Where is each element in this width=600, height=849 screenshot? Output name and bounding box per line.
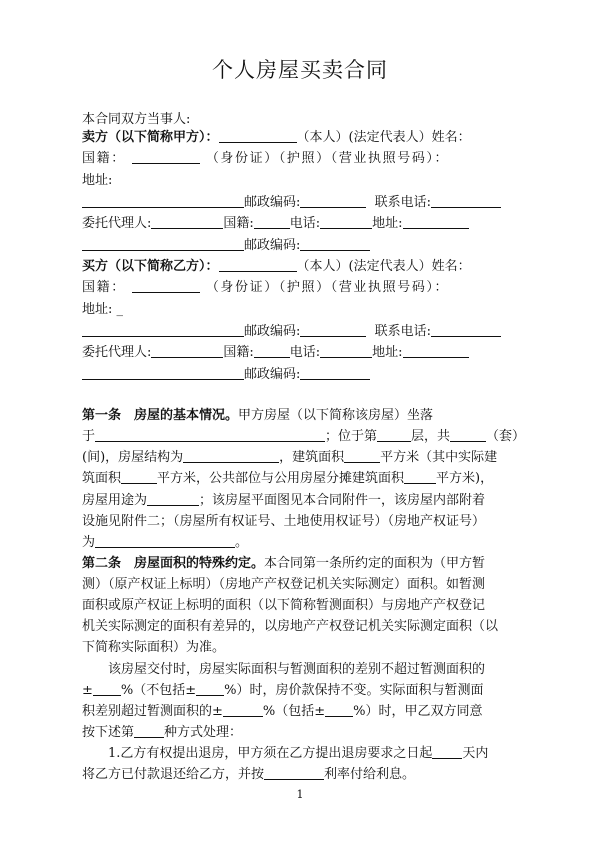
buyer-postcode-blank[interactable] — [300, 324, 366, 337]
article-1-l4-b: 平方米，公共部位与公用房屋分摊建筑面积 — [157, 471, 405, 486]
item-1-line-2 — [82, 767, 415, 783]
tolerance-blank-3[interactable] — [223, 704, 263, 717]
article-2-line-5: 下简称实际面积）为准。 — [82, 640, 226, 655]
article-2-line-2: 测）（原产权证上标明）（房地产产权登记机关实际测定）面积。如暂测 — [82, 577, 486, 592]
tolerance-blank-4[interactable] — [325, 704, 353, 717]
article-1-line-1 — [82, 408, 433, 424]
buyer-agent-postcode-line — [82, 367, 370, 383]
article-1-l5-a: 房屋用途为 — [82, 493, 148, 508]
article-1-l3-c: 平方米（其中实际建 — [380, 450, 498, 465]
seller-phone-label: 联系电话: — [374, 195, 432, 210]
article-2-para2-line-2 — [82, 683, 484, 699]
para2-l4-a: 按下述第 — [82, 725, 135, 740]
seller-nationality-label: 国籍： — [82, 151, 126, 166]
seller-nationality-blank[interactable] — [132, 151, 200, 164]
structure-blank[interactable] — [183, 450, 279, 463]
buyer-blank[interactable] — [219, 259, 297, 272]
seller-agent-postcode-line — [82, 238, 370, 254]
buyer-agent-phone-label: 电话: — [289, 345, 321, 360]
interest-rate-blank[interactable] — [264, 767, 324, 780]
floor-blank[interactable] — [377, 429, 411, 442]
para2-l3-c: %）时，甲乙双方同意 — [353, 704, 483, 719]
actual-area-blank[interactable] — [121, 471, 157, 484]
seller-tail: （本人）(法定代表人）姓名： — [296, 130, 471, 145]
parties-intro: 本合同双方当事人: — [82, 112, 191, 127]
buyer-agent-label: 委托代理人: — [82, 345, 152, 360]
seller-id-line — [82, 151, 449, 167]
tolerance-blank-1[interactable] — [93, 683, 121, 696]
item-1-l2-a: 将乙方已付款退还给乙方，并按 — [82, 767, 265, 782]
article-1-l2-b: ；位于第 — [325, 429, 378, 444]
seller-postcode-line — [82, 195, 501, 211]
article-1-l4-a: 筑面积 — [82, 471, 122, 486]
seller-agent-address-label: 地址: — [372, 216, 403, 231]
seller-phone-blank[interactable] — [431, 195, 501, 208]
seller-address-label: 地址: — [82, 173, 113, 188]
para2-l2-c: %）时，房价款保持不变。实际面积与暂测面 — [224, 683, 484, 698]
article-1-l2-c: 层，共 — [411, 429, 451, 444]
seller-address-blank[interactable] — [82, 195, 244, 208]
building-area-blank[interactable] — [344, 450, 380, 463]
buyer-nationality-label: 国籍： — [82, 280, 126, 295]
article-1-line-3 — [82, 450, 497, 466]
article-2-para2-line-1: 该房屋交付时，房屋实际面积与暂测面积的差别不超过暂测面积的 — [108, 662, 486, 677]
buyer-agent-line — [82, 345, 469, 361]
article-1-l7-b: 。 — [235, 535, 249, 550]
buyer-postcode-line — [82, 324, 501, 340]
seller-agent-nationality-label: 国籍: — [223, 216, 254, 231]
buyer-agent-nationality-label: 国籍: — [223, 345, 254, 360]
certificate-number-blank[interactable] — [95, 535, 235, 548]
seller-id-label: （身份证）（护照）（营业执照号码）： — [205, 151, 450, 166]
buyer-label: 买方（以下简称乙方）： — [82, 259, 219, 274]
buyer-line — [82, 259, 471, 275]
tolerance-blank-2[interactable] — [196, 683, 224, 696]
buyer-address-label: 地址: _ — [82, 302, 124, 317]
seller-agent-postcode-blank[interactable] — [300, 238, 370, 251]
item-1-l1-a: 1.乙方有权提出退房，甲方须在乙方提出退房要求之日起 — [108, 746, 433, 761]
location-blank[interactable] — [95, 429, 325, 442]
refund-days-blank[interactable] — [432, 746, 462, 759]
buyer-agent-address-blank[interactable] — [403, 345, 469, 358]
buyer-agent-phone-blank[interactable] — [320, 345, 372, 358]
seller-agent-address2-blank[interactable] — [82, 238, 244, 251]
article-1-l2-d: （套） — [486, 429, 526, 444]
article-2-para2-line-4 — [82, 725, 242, 741]
para2-l4-b: 种方式处理： — [164, 725, 243, 740]
seller-agent-address-blank[interactable] — [403, 216, 469, 229]
para2-l3-a: 积差别超过暂测面积的± — [82, 704, 223, 719]
seller-line — [82, 130, 471, 146]
page-title: 个人房屋买卖合同 — [212, 58, 388, 82]
article-1-line-6: 设施见附件二；（房屋所有权证号、土地使用权证号）（房地产权证号） — [82, 514, 486, 529]
article-1-text: 甲方房屋（以下简称该房屋）坐落 — [238, 408, 434, 423]
buyer-agent-blank[interactable] — [151, 345, 223, 358]
buyer-agent-address2-blank[interactable] — [82, 367, 244, 380]
article-2-text: 本合同第一条所约定的面积为（甲方暂 — [264, 556, 486, 571]
seller-postcode-label: 邮政编码: — [244, 195, 301, 210]
seller-postcode-blank[interactable] — [300, 195, 366, 208]
article-1-l2-a: 于 — [82, 429, 96, 444]
article-2-line-1 — [82, 556, 485, 572]
buyer-tail: （本人）(法定代表人）姓名： — [296, 259, 471, 274]
buyer-agent-postcode-blank[interactable] — [300, 367, 370, 380]
article-1-l5-b: ；该房屋平面图见本合同附件一，该房屋内部附着 — [199, 493, 486, 508]
buyer-address-blank[interactable] — [82, 324, 244, 337]
article-1-line-7 — [82, 535, 248, 551]
buyer-phone-label: 联系电话: — [374, 324, 432, 339]
buyer-nationality-blank[interactable] — [132, 280, 200, 293]
article-1-l4-c: 平方米)， — [436, 471, 494, 486]
seller-blank[interactable] — [219, 130, 297, 143]
para2-l3-b: %（包括± — [262, 704, 326, 719]
shared-area-blank[interactable] — [404, 471, 436, 484]
total-floors-blank[interactable] — [450, 429, 486, 442]
buyer-id-line — [82, 280, 449, 296]
article-2-heading: 第二条 房屋面积的特殊约定。 — [82, 556, 265, 571]
item-1-l1-b: 天内 — [462, 746, 489, 761]
item-1-line-1 — [108, 746, 488, 762]
article-1-line-4 — [82, 471, 493, 487]
seller-agent-line — [82, 216, 469, 232]
buyer-agent-address-label: 地址: — [372, 345, 403, 360]
article-1-line-2 — [82, 429, 525, 445]
article-1-l7-a: 为 — [82, 535, 96, 550]
seller-agent-nationality-blank[interactable] — [254, 216, 290, 229]
buyer-agent-postcode-label: 邮政编码: — [244, 367, 301, 382]
page-number: 1 — [296, 788, 304, 801]
article-1-heading: 第一条 房屋的基本情况。 — [82, 408, 239, 423]
seller-label: 卖方（以下简称甲方）： — [82, 130, 219, 145]
article-2-line-4: 机关实际测定的面积有差异的，以房地产产权登记机关实际测定面积（以 — [82, 619, 499, 634]
seller-agent-label: 委托代理人: — [82, 216, 152, 231]
usage-blank[interactable] — [147, 493, 199, 506]
item-1-l2-b: 利率付给利息。 — [324, 767, 416, 782]
seller-agent-phone-blank[interactable] — [320, 216, 372, 229]
method-choice-blank[interactable] — [134, 725, 164, 738]
article-1-l3-a: (间)，房屋结构为 — [82, 450, 184, 465]
article-1-line-5 — [82, 493, 485, 509]
article-2-line-3: 面积或原产权证上标明的面积（以下简称暂测面积）与房地产产权登记 — [82, 598, 486, 613]
buyer-postcode-label: 邮政编码: — [244, 324, 301, 339]
seller-agent-phone-label: 电话: — [289, 216, 321, 231]
buyer-id-label: （身份证）（护照）（营业执照号码）： — [205, 280, 450, 295]
seller-agent-blank[interactable] — [151, 216, 223, 229]
seller-agent-postcode-label: 邮政编码: — [244, 238, 301, 253]
buyer-phone-blank[interactable] — [431, 324, 501, 337]
para2-l2-a: ± — [82, 683, 93, 698]
article-1-l3-b: ，建筑面积 — [279, 450, 345, 465]
buyer-agent-nationality-blank[interactable] — [254, 345, 290, 358]
para2-l2-b: %（不包括± — [120, 683, 197, 698]
article-2-para2-line-3 — [82, 704, 483, 720]
